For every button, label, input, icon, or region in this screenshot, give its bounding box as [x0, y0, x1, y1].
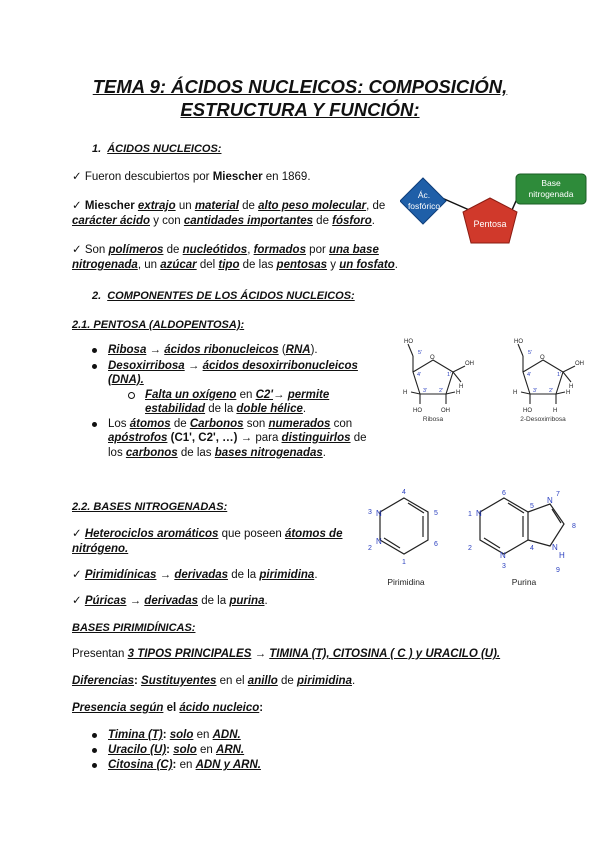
ribosa-label: Ribosa [422, 416, 444, 423]
carbon-number: 2' [549, 388, 554, 394]
pirimidina-label: Pirimidina [387, 577, 425, 587]
pentose-label: Pentosa [473, 219, 507, 229]
bases-heterocycles-l2: nitrógeno. [72, 543, 129, 555]
bullet [92, 364, 97, 369]
atom-label: H [553, 408, 558, 414]
bullet-desoxirribosa-l1: Desoxirribosa → ácidos desoxirribonucleicos [108, 360, 358, 372]
atom-label: HO [523, 408, 532, 414]
ring-number: 6 [434, 541, 438, 548]
pirimidinicas-heading: BASES PIRIMIDÍNICAS: [72, 622, 196, 634]
bases-puricas: ✓ Púricas → derivadas de la purina. [72, 595, 268, 607]
atom-label: O [540, 355, 545, 361]
section2-title: COMPONENTES DE LOS ÁCIDOS NUCLEICOS: [107, 290, 355, 302]
ring-number: 7 [556, 491, 560, 498]
check-icon: ✓ [72, 528, 82, 540]
ring-number: 6 [502, 490, 506, 497]
page-title-line1: TEMA 9: ÁCIDOS NUCLEICOS: COMPOSICIÓN, [92, 76, 508, 97]
nitrogen-label: N [376, 537, 382, 546]
atom-label: OH [465, 361, 474, 367]
desoxirribosa-structure [493, 332, 593, 424]
section1-heading [92, 142, 221, 157]
base-label: nitrogenada [528, 189, 574, 199]
paragraph-polymers-l2: nitrogenada, un azúcar del tipo de las pentosas y un fosfato. [72, 259, 398, 271]
pirimidinicas-types: Presentan 3 TIPOS PRINCIPALES → TIMINA (T), CITOSINA ( C ) y URACILO (U). [72, 648, 501, 660]
pirimidinicas-differences: Diferencias: Sustituyentes en el anillo de pirimidina. [72, 675, 356, 687]
atom-label: HO [404, 339, 413, 345]
section2-number: 2. [92, 290, 102, 302]
bullet [92, 733, 97, 738]
nitrogen-label: N [547, 496, 553, 505]
carbon-number: 1' [557, 372, 562, 378]
sub-bullet [128, 392, 135, 399]
list-item-uracilo: Uracilo (U): solo en ARN. [108, 744, 245, 756]
carbon-number: 3' [533, 388, 538, 394]
atom-label: H [456, 390, 461, 396]
bullet-atoms-l1: Los átomos de Carbonos son numerados con [108, 418, 353, 430]
ring-number: 4 [402, 489, 406, 496]
desoxirribosa-label: 2-Desoxirribosa [520, 416, 566, 423]
purina-label: Purina [511, 577, 537, 587]
bases-pirimidinicas: ✓ Pirimidínicas → derivadas de la pirimidina. [72, 569, 318, 581]
carbon-number: 4' [527, 372, 532, 378]
atom-label: H [403, 390, 408, 396]
carbon-number: 1' [447, 372, 452, 378]
paragraph-discovery: ✓ Fueron descubiertos por Miescher en 1869. [72, 171, 311, 183]
ring-number: 3 [368, 509, 372, 516]
section1-title: ÁCIDOS NUCLEICOS: [107, 143, 222, 155]
bullet-desoxirribosa-l2: (DNA). [108, 374, 144, 386]
paragraph-miescher-l2: carácter ácido y con cantidades importantes de fósforo. [72, 215, 375, 227]
pirimidinicas-presence: Presencia según el ácido nucleico: [72, 702, 264, 714]
pirimidina-structure [362, 486, 452, 592]
ring-number: 8 [572, 523, 576, 530]
paragraph-miescher-l1: ✓ Miescher extrajo un material de alto peso molecular, de [72, 200, 386, 212]
ring-number: 1 [468, 511, 472, 518]
ring-number: 9 [556, 567, 560, 574]
check-icon: ✓ [72, 595, 82, 607]
ring-number: 5 [434, 510, 438, 517]
atom-label: H [513, 390, 518, 396]
check-icon: ✓ [72, 244, 82, 256]
bullet [92, 763, 97, 768]
nitrogen-label: H [559, 551, 565, 560]
nitrogen-label: N [376, 509, 382, 518]
bullet [92, 348, 97, 353]
atom-label: H [566, 390, 571, 396]
carbon-number: 5' [418, 350, 423, 356]
carbon-number: 5' [528, 350, 533, 356]
purina-structure [462, 486, 592, 592]
list-item-citosina: Citosina (C): en ADN y ARN. [108, 759, 261, 771]
nitrogen-label: N [476, 509, 482, 518]
bullet-atoms-l3: los carbonos de las bases nitrogenadas. [108, 447, 326, 459]
atom-label: H [569, 384, 574, 390]
bullet-ribosa: Ribosa → ácidos ribonucleicos (RNA). [108, 344, 318, 356]
carbon-number: 2' [439, 388, 444, 394]
list-item-timina: Timina (T): solo en ADN. [108, 729, 241, 741]
ring-number: 5 [530, 503, 534, 510]
nitrogen-label: N [500, 551, 506, 560]
bullet [92, 748, 97, 753]
ribosa-structure [383, 332, 483, 424]
atom-label: HO [514, 339, 523, 345]
paragraph-polymers-l1: ✓ Son polímeros de nucleótidos, formados por una base [72, 244, 379, 256]
subsection-bases-heading: 2.2. BASES NITROGENADAS: [72, 501, 228, 513]
atom-label: OH [575, 361, 584, 367]
subbullet-oxygen-l1: Falta un oxígeno en C2'→ permite [145, 389, 330, 401]
ring-number: 2 [368, 545, 372, 552]
bullet-atoms-l2: apóstrofos (C1', C2', …) → para distinguirlos de [108, 432, 367, 444]
carbon-number: 3' [423, 388, 428, 394]
page-title-line2: ESTRUCTURA Y FUNCIÓN: [180, 99, 420, 120]
check-icon: ✓ [72, 200, 82, 212]
section1-number: 1. [92, 143, 102, 155]
base-label: Base [541, 178, 561, 188]
check-icon: ✓ [72, 569, 82, 581]
carbon-number: 4' [417, 372, 422, 378]
phosphate-label: Ác. [417, 190, 431, 200]
check-icon: ✓ [72, 171, 82, 183]
subbullet-oxygen-l2: estabilidad de la doble hélice. [145, 403, 307, 415]
nitrogen-label: N [552, 543, 558, 552]
bullet [92, 422, 97, 427]
atom-label: OH [441, 408, 450, 414]
bases-heterocycles-l1: ✓ Heterociclos aromáticos que poseen átomos de [72, 528, 343, 540]
nucleotide-diagram [400, 168, 590, 250]
atom-label: HO [413, 408, 422, 414]
ring-number: 1 [402, 559, 406, 566]
ring-number: 4 [530, 545, 534, 552]
subsection-pentosa-heading: 2.1. PENTOSA (ALDOPENTOSA): [72, 319, 245, 331]
ring-number: 3 [502, 563, 506, 570]
atom-label: H [459, 384, 464, 390]
ring-number: 2 [468, 545, 472, 552]
phosphate-label: fosfórico [407, 201, 441, 211]
atom-label: O [430, 355, 435, 361]
section2-heading [92, 289, 355, 304]
